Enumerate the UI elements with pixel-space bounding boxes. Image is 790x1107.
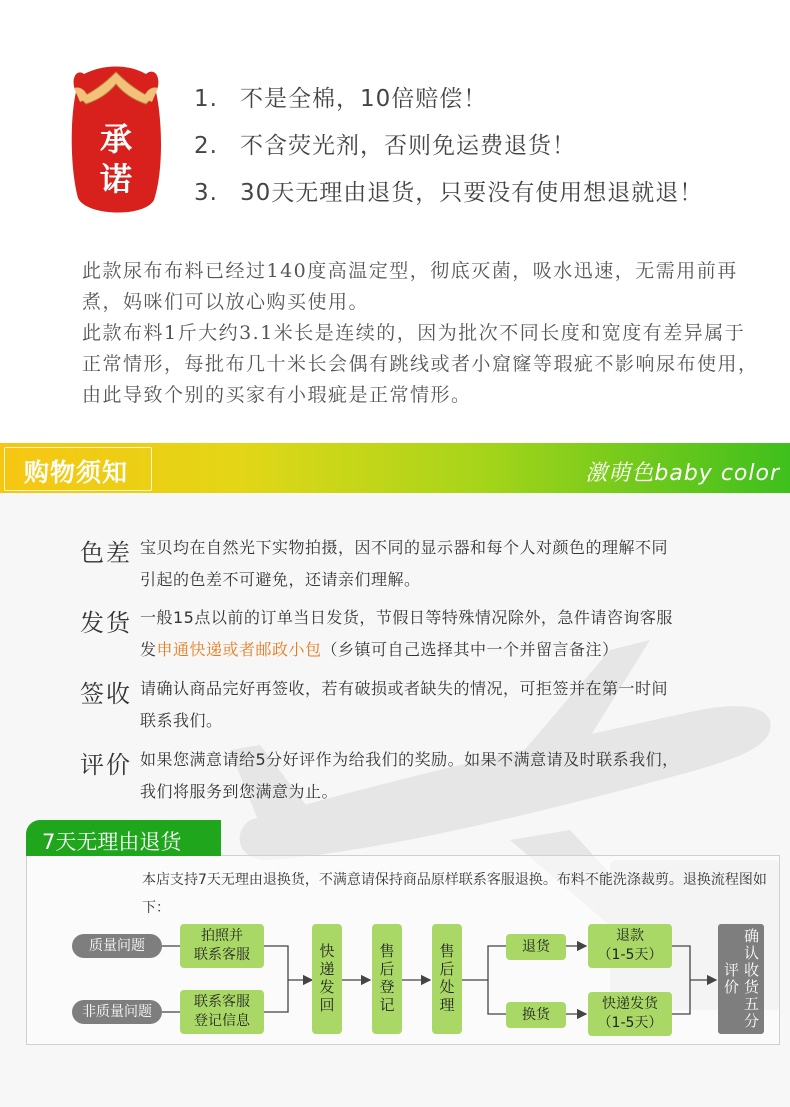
promise-number: 3.: [194, 180, 218, 206]
flow-confirm-review: 确认收货五分评价: [718, 924, 764, 1034]
flow-contact-register: 联系客服 登记信息: [180, 990, 264, 1034]
flow-nonquality-issue: 非质量问题: [72, 1000, 162, 1024]
seal-char-1: 承: [99, 120, 133, 158]
flow-ship-back: 快递发回: [312, 924, 342, 1034]
promise-text: 不含荧光剂，否则免运费退货！: [240, 133, 576, 159]
description-paragraph-1: 此款尿布布料已经过140度高温定型，彻底灭菌，吸水迅速，无需用前再煮，妈咪们可以放心购买使用。: [82, 260, 738, 313]
notice-head-shipping: 发货: [80, 609, 132, 637]
promise-text: 30天无理由退货，只要没有使用想退就退！: [240, 180, 704, 206]
flow-after-sales-process: 售后处理: [432, 924, 462, 1034]
notice-line-suffix: （乡镇可自己选择其中一个并留言备注）: [321, 640, 619, 659]
notice-line: 联系我们。: [140, 711, 223, 730]
return-description: 本店支持7天无理由退换货，不满意请保持商品原样联系客服退换。布料不能洗涤裁剪。退换流程图如下：: [142, 872, 767, 916]
flow-after-sales-register: 售后登记: [372, 924, 402, 1034]
courier-highlight: 申通快递或者邮政小包: [156, 640, 322, 659]
brand-logo-text: 激萌色baby color: [585, 461, 780, 486]
description-paragraph-2: 此款布料1斤大约3.1米长是连续的，因为批次不同长度和宽度有差异属于正常情形，每批布几十米长会偶有跳线或者小窟窿等瑕疵不影响尿布使用，由此导致个别的买家有小瑕疵是正常情形。: [82, 322, 759, 406]
notice-line: 宝贝均在自然光下实物拍摄，因不同的显示器和每个人对颜色的理解不同: [140, 538, 669, 557]
promise-text: 不是全棉，10倍赔偿！: [240, 86, 488, 112]
flow-photo-contact: 拍照并 联系客服: [180, 924, 264, 968]
notice-line: 请确认商品完好再签收，若有破损或者缺失的情况，可拒签并在第一时间: [140, 679, 669, 698]
flow-reship: 快递发货 （1-5天）: [588, 992, 672, 1036]
promise-number: 1.: [194, 86, 218, 112]
notice-line: 一般15点以前的订单当日发货，节假日等特殊情况除外，急件请咨询客服: [140, 608, 673, 627]
seal-char-2: 诺: [99, 160, 133, 198]
flow-exchange-goods: 换货: [506, 1002, 566, 1028]
flow-quality-issue: 质量问题: [72, 934, 162, 958]
flow-return-goods: 退货: [506, 934, 566, 960]
flow-refund: 退款 （1-5天）: [588, 924, 672, 968]
notice-head-color: 色差: [80, 539, 132, 567]
notice-head-review: 评价: [80, 751, 132, 779]
notice-head-receipt: 签收: [80, 680, 132, 708]
notice-line: 如果您满意请给5分好评作为给我们的奖励。如果不满意请及时联系我们，: [140, 750, 679, 769]
notice-line: 引起的色差不可避免，还请亲们理解。: [140, 570, 421, 589]
section-title: 购物须知: [24, 458, 129, 487]
notice-line-prefix: 发: [140, 640, 157, 659]
notice-line: 我们将服务到您满意为止。: [140, 782, 339, 801]
return-title: 7天无理由退货: [42, 830, 182, 854]
promise-number: 2.: [194, 133, 218, 159]
